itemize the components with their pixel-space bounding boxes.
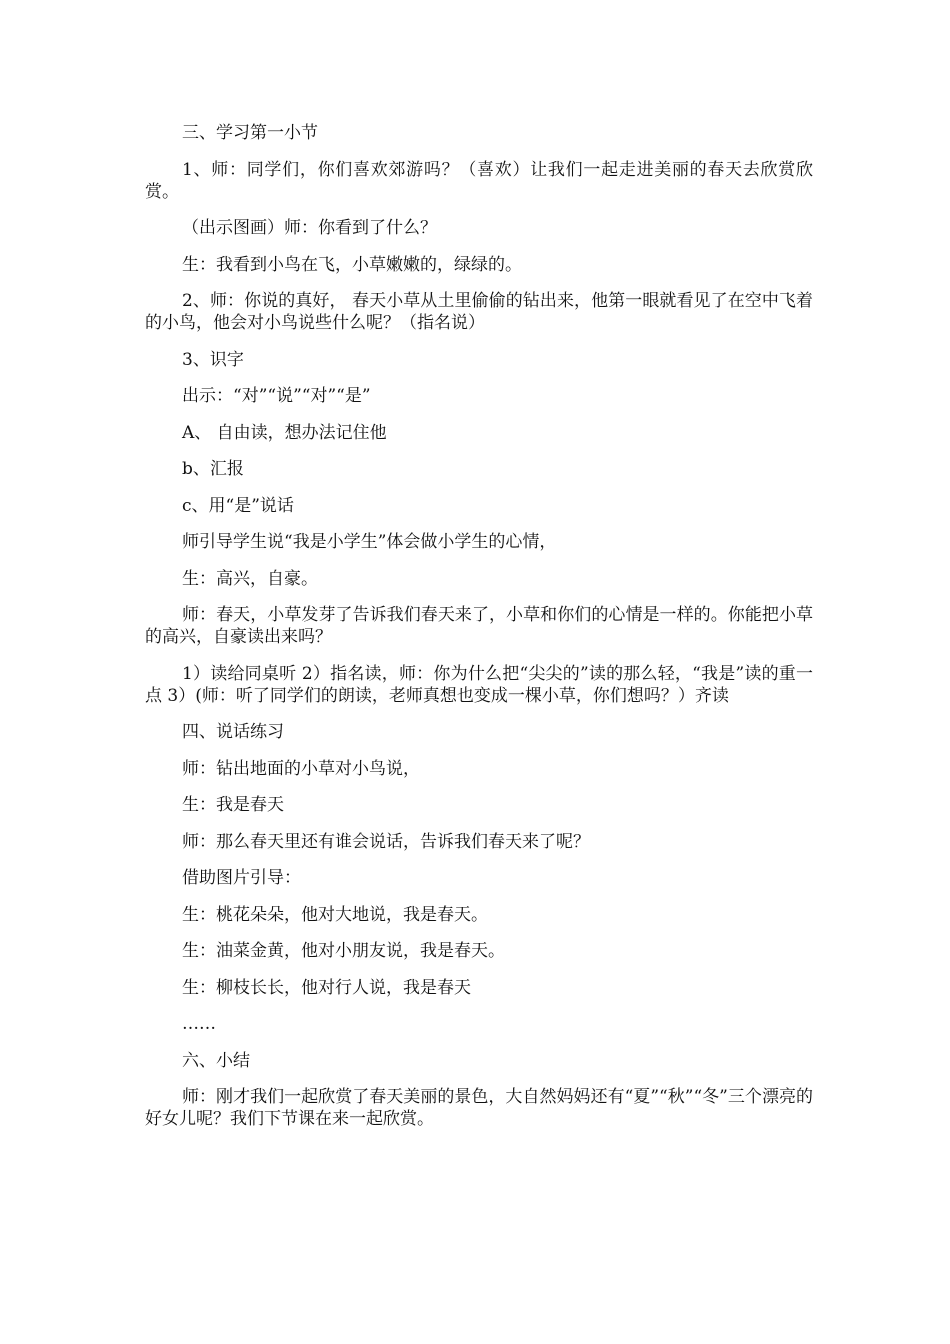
paragraph: 师：那么春天里还有谁会说话，告诉我们春天来了呢？ bbox=[182, 831, 590, 852]
paragraph: 生：高兴，自豪。 bbox=[182, 568, 318, 589]
paragraph: 出示：“对”“说”“对”“是” bbox=[182, 386, 371, 406]
paragraph: 生：我看到小鸟在飞，小草嫩嫩的，绿绿的。 bbox=[182, 254, 522, 275]
paragraph: 1、师：同学们，你们喜欢郊游吗？（喜欢）让我们一起走进美丽的春天去欣赏欣赏。 bbox=[145, 159, 813, 202]
paragraph: 生：柳枝长长，他对行人说，我是春天 bbox=[182, 977, 471, 998]
paragraph: 生：油菜金黄，他对小朋友说，我是春天。 bbox=[182, 941, 505, 961]
paragraph: 1）读给同桌听 2）指名读，师：你为什么把“尖尖的”读的那么轻，“我是”读的重一点 3）(师：听了同学们的朗读，老师真想也变成一棵小草，你们想吗？）齐读 bbox=[145, 663, 813, 706]
paragraph: b、汇报 bbox=[182, 459, 244, 479]
paragraph: 师：钻出地面的小草对小鸟说， bbox=[182, 758, 420, 779]
paragraph: （出示图画）师：你看到了什么？ bbox=[182, 218, 437, 238]
paragraph: 师引导学生说“我是小学生”体会做小学生的心情， bbox=[182, 532, 557, 552]
paragraph: 生：我是春天 bbox=[182, 795, 284, 815]
paragraph: 生：桃花朵朵，他对大地说，我是春天。 bbox=[182, 904, 488, 925]
ellipsis-line: …… bbox=[182, 1014, 216, 1034]
paragraph: c、用“是”说话 bbox=[182, 495, 294, 516]
paragraph: 师：刚才我们一起欣赏了春天美丽的景色，大自然妈妈还有“夏”“秋”“冬”三个漂亮的好女儿呢？我们下节课在来一起欣赏。 bbox=[145, 1087, 813, 1129]
paragraph: 借助图片引导： bbox=[182, 868, 301, 888]
paragraph: 师：春天，小草发芽了告诉我们春天来了，小草和你们的心情是一样的。你能把小草的高兴，自豪读出来吗？ bbox=[145, 605, 813, 647]
document-body bbox=[145, 122, 813, 1145]
section-heading-speaking-practice: 四、说话练习 bbox=[182, 722, 284, 742]
section-heading-learn-first-part: 三、学习第一小节 bbox=[182, 123, 318, 143]
paragraph: 3、识字 bbox=[182, 349, 244, 370]
paragraph: 2、师：你说的真好， 春天小草从土里偷偷的钻出来，他第一眼就看见了在空中飞着的小鸟，他会对小鸟说些什么呢？（指名说） bbox=[145, 291, 813, 333]
paragraph: A、 自由读，想办法记住他 bbox=[182, 422, 387, 443]
section-heading-summary: 六、小结 bbox=[182, 1050, 250, 1071]
